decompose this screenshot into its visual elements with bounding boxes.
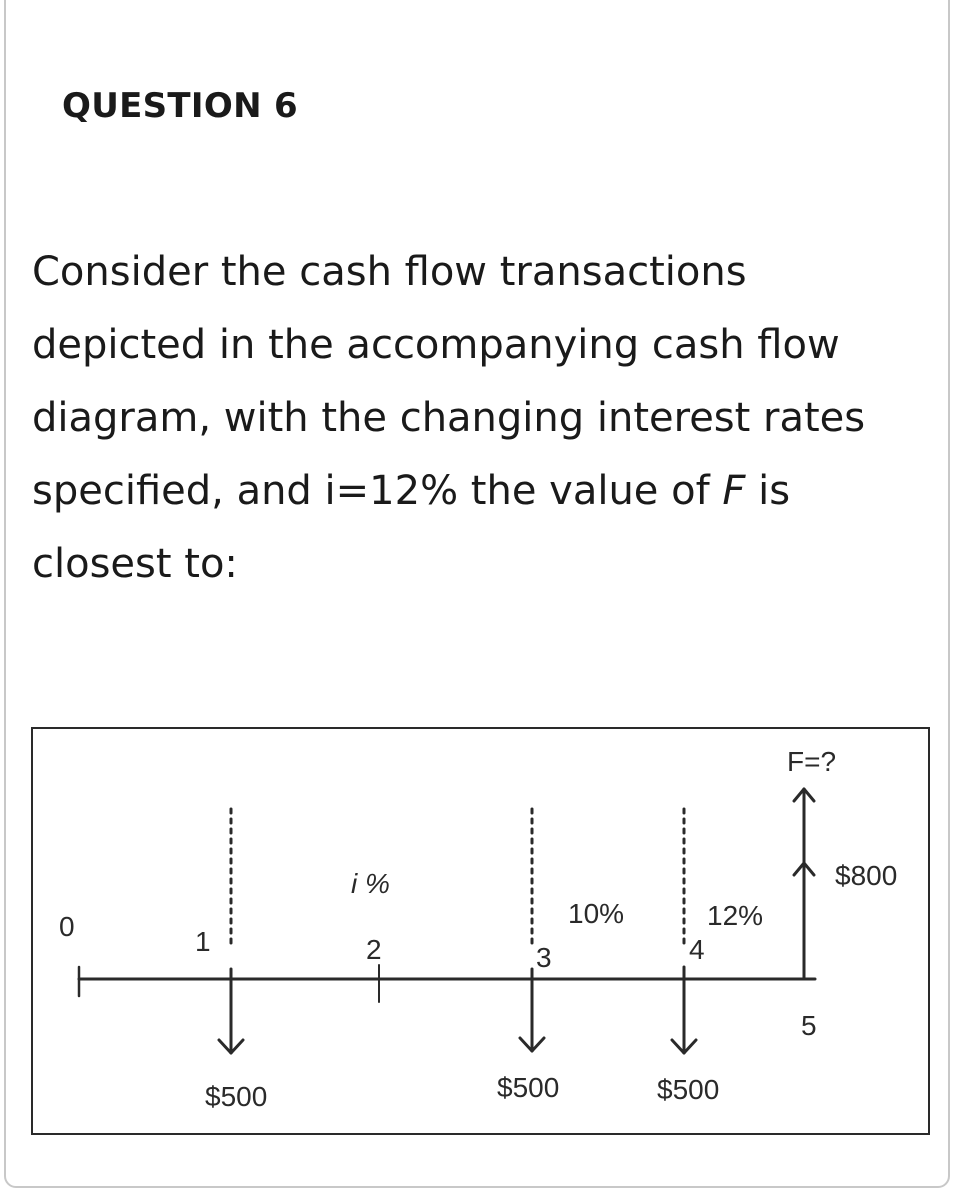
question-text: [32, 236, 912, 601]
period-label-3: 3: [536, 942, 552, 973]
amount-label-3: $500: [497, 1072, 560, 1103]
future-value-label: F=?: [787, 746, 837, 777]
amount-label-1: $500: [205, 1081, 268, 1112]
period-label-5: 5: [801, 1010, 817, 1041]
rate-label-i: i %: [351, 868, 390, 899]
question-text-start: Consider the cash flow transactions depicted in the accompanying cash flow diagram, with the changing interest rates specified, and i=12% the value of: [32, 249, 866, 514]
question-variable-f: F: [722, 468, 746, 514]
period-label-1: 1: [195, 926, 211, 957]
period-label-0: 0: [59, 911, 75, 942]
question-text-end: is closest to:: [32, 468, 791, 587]
period-label-4: 4: [689, 934, 705, 965]
rate-label-10: 10%: [568, 898, 625, 929]
amount-label-800: $800: [835, 860, 898, 891]
question-title: QUESTION 6: [62, 86, 298, 126]
amount-label-4: $500: [657, 1074, 720, 1105]
period-label-2: 2: [366, 934, 382, 965]
cash-flow-diagram: [31, 727, 930, 1135]
cash-flow-diagram-svg: [33, 729, 928, 1133]
rate-label-12: 12%: [707, 900, 764, 931]
